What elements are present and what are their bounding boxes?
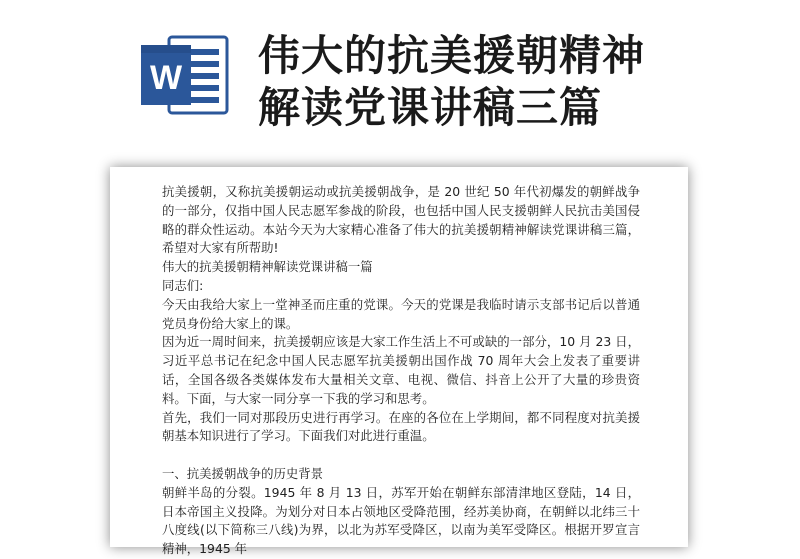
word-document-icon [139,33,231,117]
paragraph-body: 今天由我给大家上一堂神圣而庄重的党课。今天的党课是我临时请示支部书记后以普通党员身份给大家上的课。 [162,296,640,331]
title-line-1: 伟大的抗美援朝精神 [258,31,646,80]
paragraph-heading: 伟大的抗美援朝精神解读党课讲稿一篇 [162,259,373,275]
page-title [258,30,778,134]
paragraph-intro: 抗美援朝，又称抗美援朝运动或抗美援朝战争，是 20 世纪 50 年代初爆发的朝鲜战争的一部分，仅指中国人民志愿军参战的阶段，也包括中国人民支援朝鲜人民抗击美国侵略的群众性运动。本站今天为大家精心准备了伟大的抗美援朝精神解读党课讲稿三篇，希望对大家有所帮助! [162,184,640,256]
document-content [162,183,640,559]
paragraph-body: 朝鲜半岛的分裂。1945 年 8 月 13 日，苏军开始在朝鲜东部清津地区登陆，14 日，日本帝国主义投降。为划分对日本占领地区受降范围，经苏美协商，在朝鲜以北纬三十八度线(以下简称三八线)为界，以北为苏军受降区，以南为美军受降区。根据开罗宣言精神，1945 年 [162,484,640,557]
blank-line [162,446,640,465]
paragraph-body: 首先，我们一同对那段历史进行再学习。在座的各位在上学期间，都不同程度对抗美援朝基本知识进行了学习。下面我们对此进行重温。 [162,409,640,444]
word-icon-letter: W [149,59,183,97]
document-page [110,167,688,557]
paragraph-body: 因为近一周时间来，抗美援朝应该是大家工作生活上不可或缺的一部分，10 月 23 日，习近平总书记在纪念中国人民志愿军抗美援朝出国作战 70 周年大会上发表了重要讲话，全国各级各类媒体发布大量相关文章、电视、微信、抖音上公开了大量的珍贵资料。下面，与大家一同分享一下我的学习和思考。 [162,334,640,406]
section-heading: 一、抗美援朝战争的历史背景 [162,465,324,481]
paragraph-salutation: 同志们: [162,277,204,293]
header [0,0,800,150]
title-line-2: 解读党课讲稿三篇 [258,83,603,132]
